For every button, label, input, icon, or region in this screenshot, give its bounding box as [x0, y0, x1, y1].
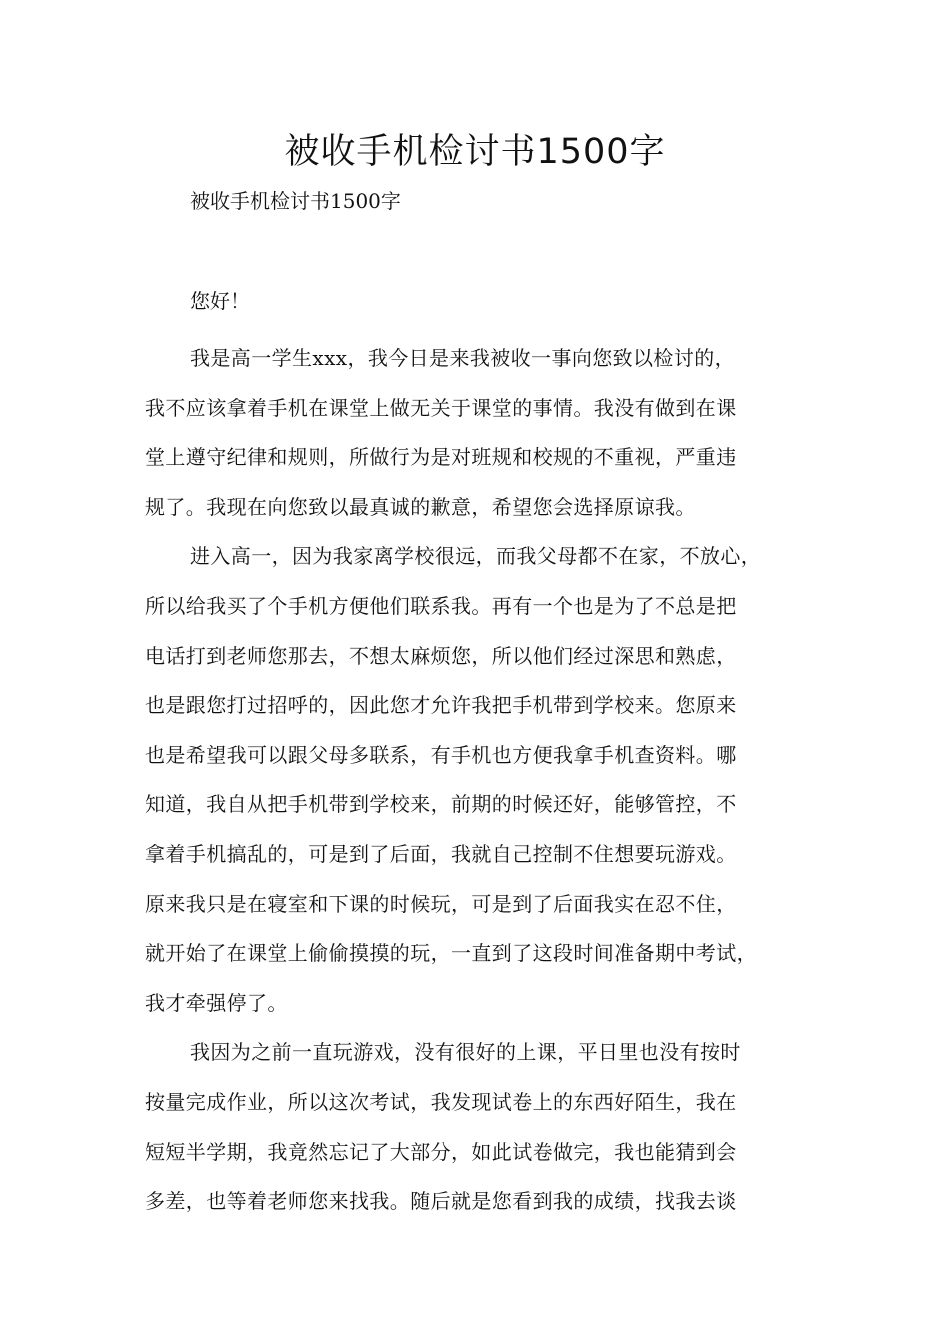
- paragraph-1: [145, 334, 825, 532]
- paragraph-3: [145, 1028, 825, 1226]
- paragraph-line: 进入高一，因为我家离学校很远，而我父母都不在家，不放心，: [190, 544, 762, 569]
- body-text: [145, 334, 825, 1227]
- paragraph-line: 多差，也等着老师您来找我。随后就是您看到我的成绩，找我去谈: [145, 1189, 737, 1214]
- paragraph-line: 我因为之前一直玩游戏，没有很好的上课，平日里也没有按时: [190, 1040, 741, 1065]
- paragraph-line: 我是高一学生xxx，我今日是来我被收一事向您致以检讨的，: [190, 346, 736, 370]
- paragraph-line: 也是跟您打过招呼的，因此您才允许我把手机带到学校来。您原来: [145, 693, 737, 718]
- paragraph-line: 按量完成作业，所以这次考试，我发现试卷上的东西好陌生，我在: [145, 1089, 737, 1114]
- paragraph-line: 堂上遵守纪律和规则，所做行为是对班规和校规的不重视，严重违: [145, 445, 737, 470]
- paragraph-line: 原来我只是在寝室和下课的时候玩，可是到了后面我实在忍不住，: [145, 891, 737, 916]
- paragraph-line: 我才牵强停了。: [145, 990, 288, 1015]
- paragraph-line: 规了。我现在向您致以最真诚的歉意，希望您会选择原谅我。: [145, 494, 696, 519]
- paragraph-line: 电话打到老师您那去，不想太麻烦您，所以他们经过深思和熟虑，: [145, 643, 737, 668]
- paragraph-line: 也是希望我可以跟父母多联系，有手机也方便我拿手机查资料。哪: [145, 742, 737, 767]
- paragraph-line: 拿着手机搞乱的，可是到了后面，我就自己控制不住想要玩游戏。: [145, 841, 737, 866]
- page-title: 被收手机检讨书1500字: [284, 132, 666, 172]
- document-subtitle: 被收手机检讨书1500字: [190, 189, 401, 213]
- paragraph-line: 短短半学期，我竟然忘记了大部分，如此试卷做完，我也能猜到会: [145, 1139, 737, 1164]
- paragraph-line: 知道，我自从把手机带到学校来，前期的时候还好，能够管控，不: [145, 792, 737, 817]
- paragraph-line: 就开始了在课堂上偷偷摸摸的玩，一直到了这段时间准备期中考试，: [145, 941, 757, 966]
- paragraph-2: [145, 532, 825, 1028]
- paragraph-line: 我不应该拿着手机在课堂上做无关于课堂的事情。我没有做到在课: [145, 395, 737, 420]
- paragraph-line: 所以给我买了个手机方便他们联系我。再有一个也是为了不总是把: [145, 593, 737, 618]
- greeting-line: 您好！: [190, 289, 250, 313]
